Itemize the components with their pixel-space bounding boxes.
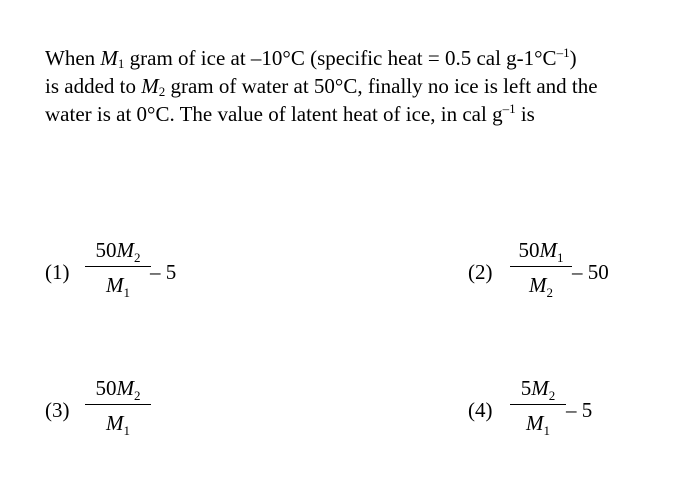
subscript: 1 — [123, 423, 130, 438]
fraction — [85, 237, 151, 298]
fraction-denominator — [510, 272, 572, 298]
question-text-segment: water is at 0°C. The value of latent heat of ice, in cal g — [45, 102, 503, 126]
fraction-denominator — [85, 410, 151, 436]
mass-variable: M — [526, 411, 544, 435]
question-text-segment: gram of water at 50°C, finally no ice is left and the — [165, 74, 598, 98]
option-label: (4) — [468, 398, 493, 422]
option-label: (2) — [468, 260, 493, 284]
option-tail: – 50 — [572, 260, 609, 284]
subscript: 1 — [557, 250, 564, 265]
question-text-segment: gram of ice at –10°C (specific heat = 0.5 cal g-1°C — [124, 46, 557, 70]
subscript: 1 — [117, 56, 125, 71]
mass-variable: M — [539, 238, 557, 262]
fraction-bar — [85, 266, 151, 267]
superscript: –1 — [556, 45, 570, 60]
mass-variable: M — [100, 46, 118, 70]
subscript: 2 — [548, 388, 556, 403]
subscript: 2 — [546, 285, 553, 300]
question-text-segment: When — [45, 46, 101, 70]
fraction — [85, 375, 151, 436]
fraction-numerator — [510, 237, 572, 263]
superscript: –1 — [502, 101, 516, 116]
question-text-segment: is added to — [45, 74, 142, 98]
mass-variable: M — [531, 376, 549, 400]
fraction-denominator — [510, 410, 566, 436]
subscript: 1 — [543, 423, 550, 438]
mass-variable: M — [106, 273, 124, 297]
subscript: 1 — [123, 285, 130, 300]
mass-variable: M — [116, 376, 134, 400]
fraction-bar — [85, 404, 151, 405]
fraction — [510, 375, 566, 436]
question-text-segment: ) — [569, 46, 577, 70]
option-label: (1) — [45, 260, 70, 284]
option-label: (3) — [45, 398, 70, 422]
question-text-segment: is — [515, 102, 535, 126]
mass-variable: M — [116, 238, 134, 262]
fraction-bar — [510, 266, 572, 267]
coefficient: 50 — [95, 238, 117, 262]
fraction-numerator — [85, 237, 151, 263]
option-tail: – 5 — [150, 260, 177, 284]
fraction-denominator — [85, 272, 151, 298]
fraction-bar — [510, 404, 566, 405]
fraction-numerator — [85, 375, 151, 401]
coefficient: 50 — [95, 376, 117, 400]
fraction — [510, 237, 572, 298]
question-line-3 — [45, 100, 675, 128]
mass-variable: M — [106, 411, 124, 435]
coefficient: 50 — [518, 238, 540, 262]
option-tail: – 5 — [566, 398, 593, 422]
question-line-2 — [45, 72, 675, 100]
fraction-numerator — [510, 375, 566, 401]
question-text — [45, 44, 675, 128]
mass-variable: M — [529, 273, 547, 297]
coefficient: 5 — [520, 376, 532, 400]
question-line-1 — [45, 44, 675, 72]
subscript: 2 — [158, 84, 166, 99]
subscript: 2 — [134, 388, 141, 403]
subscript: 2 — [134, 250, 141, 265]
mass-variable: M — [141, 74, 159, 98]
